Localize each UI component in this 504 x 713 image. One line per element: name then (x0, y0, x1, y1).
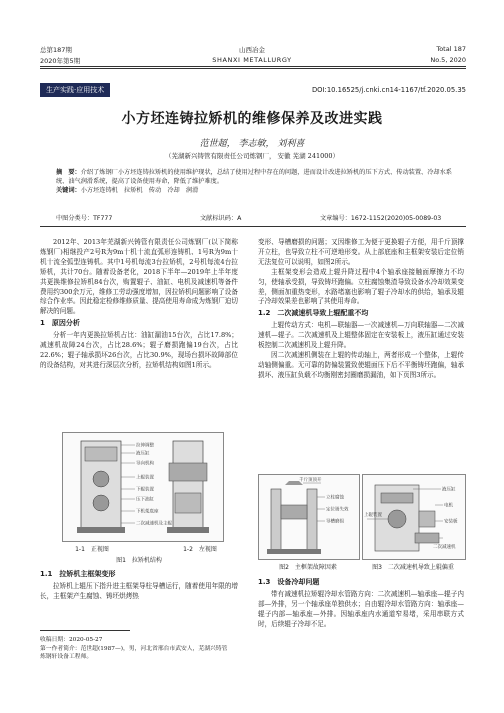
figure-3-svg (363, 475, 465, 559)
right-column-bottom (258, 576, 464, 630)
total-issue-en: Total 187 (436, 45, 466, 53)
figure-3-drawing (362, 474, 466, 560)
figure-2-svg (259, 475, 359, 559)
fig1-label-5: 压下油缸 (136, 497, 154, 503)
figure-1-drawing (62, 432, 224, 542)
left-column (40, 238, 238, 371)
left-column-bottom (40, 568, 238, 602)
abstract-text: 介绍了炼钢厂小方坯连铸拉矫机的使用维护现状，总结了使用过程中存在的问题，进而设计改进拉矫机的压下方式、传动装置、冷却水系统、油气润滑系统，提高了设备使用寿命，降低了维护难度。 (56, 169, 452, 185)
section-heading-1-2: 1.2 二次减速机导致上辊配重不均 (258, 309, 369, 318)
fig2-label-2: 定位销失效 (326, 507, 349, 513)
fig1-label-3: 上辊装置 (136, 475, 154, 481)
authors: 范世超， 李志敏， 刘利喜 (199, 139, 305, 149)
frame-paragraph-cont: 变形、导槽磨损的问题；又因维修工为便于更换辊子方便，用千斤顶撑开立柱，也导致立柱不可逆地形变。从上部底座和主框架安装后定位销无法复位可以说明，如图2所示。 (258, 238, 464, 266)
fig1-label-6: 下机架底座 (136, 509, 159, 515)
footnote-rule (40, 630, 130, 631)
affiliation: （芜湖新兴铸管有限责任公司炼钢厂， 安徽 芜湖 241000） (164, 152, 339, 160)
fig1-subcaption-left: 1-1 正视图 (75, 546, 109, 553)
fig1-label-4: 下辊装置 (136, 487, 154, 493)
frame-paragraph: 拉矫机上辊压下指升进主框架导柱导槽运行，随着使用年限的增长，主框架产生腐蚀、铸坯烘烤热 (40, 581, 238, 600)
intro-paragraph: 2012年、2013年芜湖新兴铸管有限责任公司炼钢厂(以下简称炼钢厂)相继投产2号R为9m十机十流直弧形连铸机、1号R为9m十机十流全弧型连铸机。其中1号机每流3台拉矫机，2号机每流4台拉矫机，共计70台。随着设备老化，2018下半年—2019年上半年度共更换维修拉矫机84台次，购置辊子、油缸、电机及减速机等备件费用约300余万元，维修工劳动强度增加，因拉矫机问题影响了设备综合作业率。因此稳定检修维修质量、提高使用寿命成为炼钢厂迫切解决的问题。 (40, 238, 238, 316)
fig3-label-0: 液压缸 (442, 487, 456, 493)
reducer-paragraph: 因二次减速机侧装在上辊的传动轴上，两者形成一个整体，上辊传动轴侧偏重。无可靠的防偏装置致使辊面压下后不平衡铸坯跑偏，轴承损坏、液压缸负载不均衡刚密封圈磨损漏油，如下页图3所示。 (258, 350, 464, 379)
transmission-paragraph: 上辊传动方式：电机—联轴器—一次减速机—万向联轴器—二次减速机—辊子。二次减速机及上辊整体固定在安装板上，液压缸通过安装板控制二次减速机及上辊升降。 (258, 321, 464, 350)
abstract-label: 摘 要： (56, 169, 81, 176)
frame-effects-paragraph: 主框架变形会造成上辊升降过程中4个轴承座接触面摩擦力不均匀，使轴承受损，导致铸坯跑偏。立柱腐蚀集渣导致设备水冷却效果变差，侧面加重热变形，水路堵塞也影响了辊子冷却水的供给，轴承及辊子冷却效果差也影响了其使用寿命。 (258, 267, 464, 306)
fig2-caption: 图2 主框架故障因素 (279, 564, 337, 571)
fig1-label-2: 导向机构 (136, 461, 154, 467)
fig2-label-0: 千斤顶顶开 (299, 478, 322, 483)
footnote (40, 636, 230, 662)
document-code: 文献标识码：A (200, 215, 242, 222)
doi: DOI:10.16525/j.cnki.cn14-1167/tf.2020.05.35 (311, 86, 466, 94)
clc-number: 中图分类号：TF777 (56, 215, 113, 222)
issue-number-en: No.5, 2020 (430, 56, 466, 64)
fig1-label-7: 二次减速机及主辊 (136, 521, 172, 527)
received-date: 收稿日期：2020-05-27 (40, 637, 103, 643)
fig2-label-1: 立柱腐蚀 (326, 495, 344, 501)
section-heading-1-3: 1.3 设备冷却问题 (258, 578, 320, 586)
section-heading-1-1: 1.1 拉矫机主框架变形 (40, 570, 116, 578)
fig1-subcaption-right: 1-2 左视图 (183, 546, 217, 553)
journal-name-cn: 山西冶金 (239, 46, 265, 54)
analysis-paragraph: 分析一年内更换拉矫机占比：油缸漏油15台次，占比17.8%；减速机故障24台次，占比28.6%；辊子磨损跑偏19台次，占比22.6%；辊子轴承损坏26台次，占比30.9%，现场台损坏故障部位的设备结构，对其进行深层次分析，拉矫机结构如图1所示。 (40, 331, 238, 369)
fig3-label-1: 上辊装置 (364, 513, 382, 518)
header-rule (40, 66, 466, 67)
fig1-label-1: 液压缸 (136, 451, 150, 457)
article-number: 文章编号：1672-1152(2020)05-0089-03 (320, 215, 442, 222)
fig3-label-3: 安装板 (444, 519, 458, 525)
figure-1-svg (63, 433, 223, 541)
abstract-rule (40, 226, 466, 227)
issue-year: 2020年第5期 (40, 57, 81, 65)
issue-number-cn: 总第187期 (40, 46, 72, 54)
abstract (56, 168, 456, 195)
journal-name-en: SHANXI METALLURGY (212, 56, 292, 64)
author-bio: 第一作者简介：范世超(1987—)，男，河北省邢台市武安人，芜湖兴铸管炼钢轩设备工程师。 (40, 645, 228, 660)
keywords-label: 关键词： (56, 187, 81, 194)
fig1-caption: 图1 拉矫机结构 (116, 557, 162, 564)
cooling-paragraph: 带有减速机拉矫辊冷却水管路方向：二次减速机—轴承座—辊子内部—外排，另一个轴承座单独供水；自由辊冷却水管路方向：轴承座—辊子内部—轴承座—外排。因轴承座内水通道窄易堵，采用串联方式时，后续辊子冷却不足。 (258, 589, 464, 628)
right-column (258, 238, 464, 381)
fig3-label-4: 二次减速机 (433, 545, 456, 550)
header-rule-2 (40, 68, 466, 69)
fig3-caption: 图3 二次减速机导致上辊偏重 (372, 564, 454, 571)
fig2-label-3: 导槽磨损 (326, 519, 344, 525)
paper-title: 小方坯连铸拉矫机的维修保养及改进实践 (121, 111, 383, 127)
keywords: 小方坯连铸机 拉矫机 传动 冷却 润滑 (80, 187, 199, 194)
section-heading-1: 1 原因分析 (40, 319, 80, 328)
figure-2-drawing (258, 474, 360, 560)
section-badge: 生产实践·应用技术 (40, 83, 110, 97)
fig3-label-2: 电机 (444, 503, 453, 509)
fig1-label-0: 拉伸调整 (136, 443, 154, 449)
